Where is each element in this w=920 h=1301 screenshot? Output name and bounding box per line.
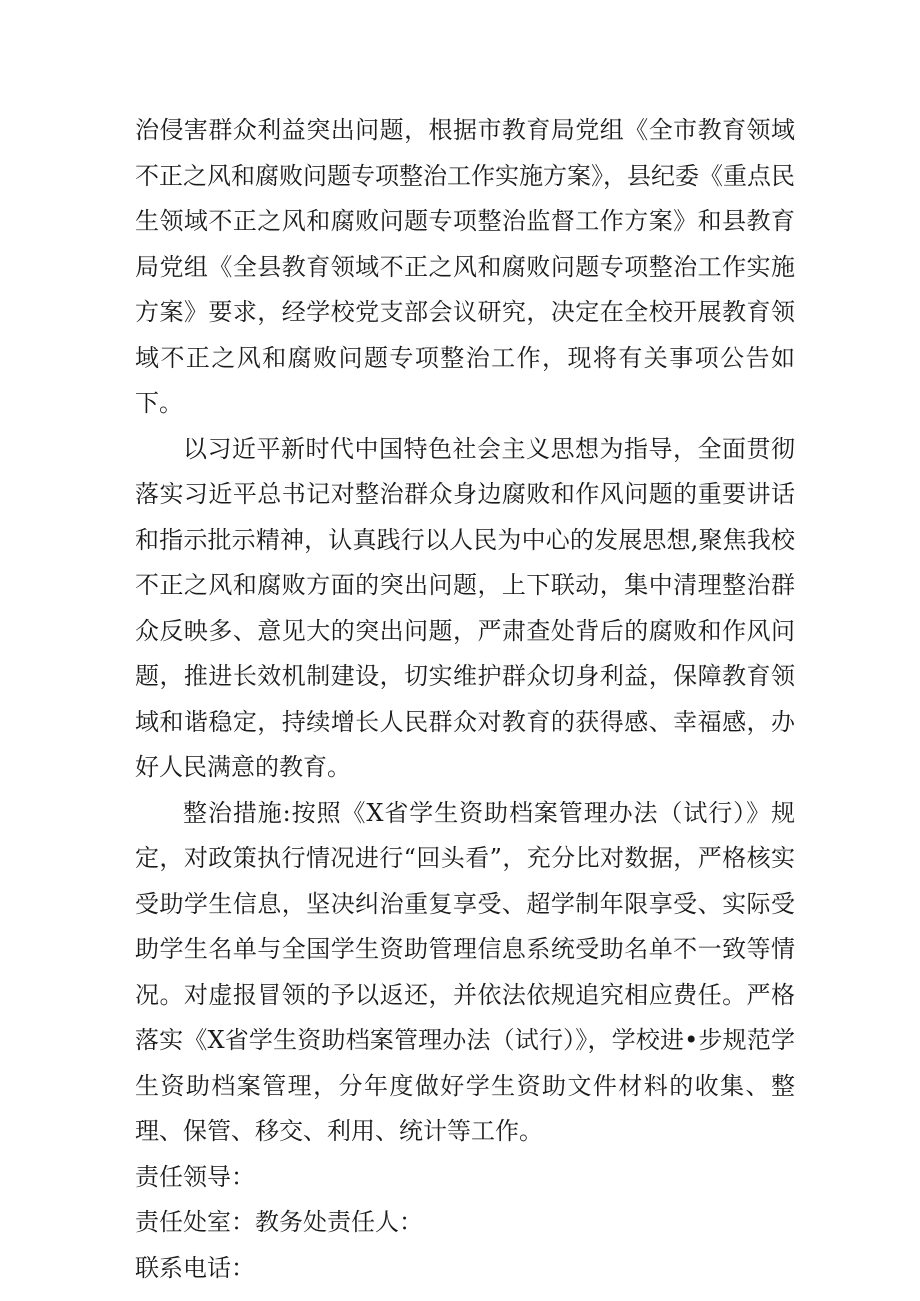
responsible-office-field: 责任处室：教务处责任人： [135, 1208, 423, 1236]
paragraph-guiding-ideology: 以习近平新时代中国特色社会主义思想为指导，全面贯彻落实习近平总书记对整治群众身边腐败和作风问题的重要讲话和指示批示精神，认真践行以人民为中心的发展思想,聚焦我校不正之风和腐败方面的突出问题，上下联动，集中清理整治群众反映多、意见大的突出问题，严肃查处背后的腐败和作风问题，推进长效机制建设，切实维护群众切身利益，保障教育领域和谐稳定，持续增长人民群众对教育的获得感、幸福感，办好人民满意的教育。 [135, 434, 795, 781]
paragraph-rectification-measures: 整治措施:按照《X省学生资助档案管理办法（试行）》规定，对政策执行情况进行“回头看”，充分比对数据，严格核实受助学生信息，坚决纠治重复享受、超学制年限享受、实际受助学生名单与全国学生资助管理信息系统受助名单不一致等情况。对虚报冒领的予以返还，并依法依规追究相应费任。严格落实《X省学生资助档案管理办法（试行）》，学校进•步规范学生资助档案管理，分年度做好学生资助文件材料的收集、整理、保管、移交、利用、统计等工作。 [135, 798, 795, 1145]
contact-phone-field: 联系电话： [135, 1253, 255, 1282]
document-body [135, 108, 795, 1291]
paragraph-continuation: 治侵害群众利益突出问题，根据市教育局党组《全市教育领域不正之风和腐败问题专项整治工作实施方案》，县纪委《重点民生领域不正之风和腐败问题专项整治监督工作方案》和县教育局党组《全县教育领域不正之风和腐败问题专项整治工作实施方案》要求，经学校党支部会议研究，决定在全校开展教育领域不正之风和腐败问题专项整治工作，现将有关事项公告如下。 [135, 116, 795, 417]
responsible-leader-field: 责任领导： [135, 1162, 255, 1191]
